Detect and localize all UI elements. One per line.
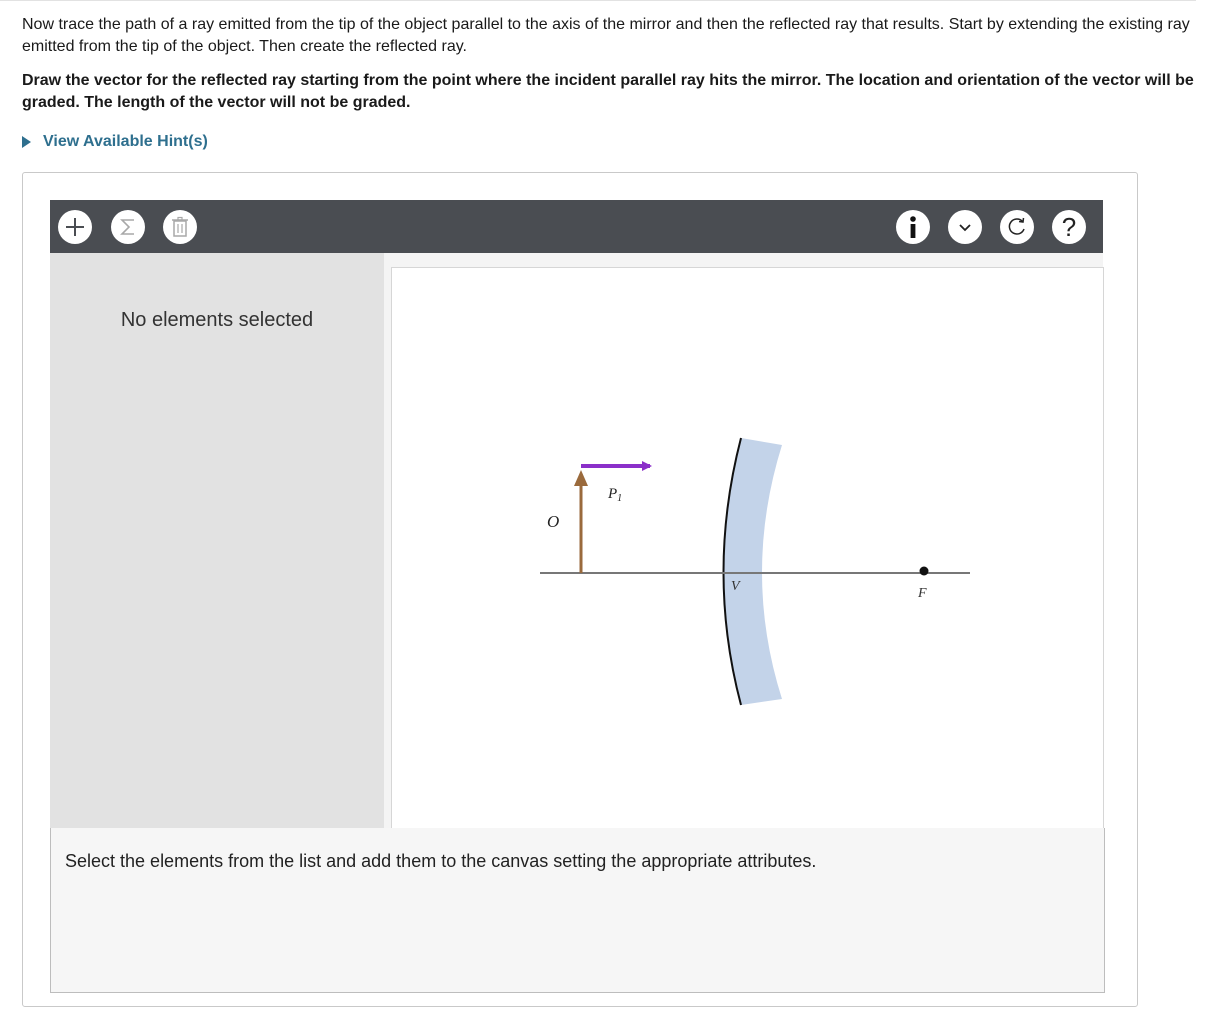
help-icon: ? — [1061, 211, 1077, 242]
delete-button[interactable] — [163, 210, 197, 244]
view-hints-link[interactable] — [22, 133, 208, 151]
sigma-button[interactable] — [111, 210, 145, 244]
instruction-bold-text: Draw the vector for the reflected ray starting from the point where the incident parallel ray hits the mirror. The location and orientation of the vector will be graded. The length of the vector will not be graded. — [22, 72, 1194, 111]
ray-label-main: P — [608, 486, 618, 502]
object-label: O — [547, 512, 560, 531]
help-button[interactable] — [1052, 210, 1086, 244]
view-hints-label: View Available Hint(s) — [43, 133, 208, 150]
instruction-text: Now trace the path of a ray emitted from the tip of the object parallel to the axis of the mirror and then the reflected ray that results. Start by extending the existing ray emitted from the tip of the object. Then create the reflected ray. — [22, 16, 1190, 55]
info-button[interactable] — [896, 210, 930, 244]
expand-button[interactable] — [948, 210, 982, 244]
instructions-footer — [50, 828, 1105, 993]
toolbar — [50, 200, 1103, 253]
top-divider — [0, 0, 1196, 1]
chevron-down-icon — [956, 218, 974, 236]
object-arrowhead — [574, 470, 588, 486]
trash-icon — [169, 216, 191, 238]
drawing-canvas[interactable] — [391, 267, 1104, 829]
no-selection-message: No elements selected — [120, 309, 314, 331]
focal-point — [920, 567, 929, 576]
add-element-button[interactable] — [58, 210, 92, 244]
reset-icon — [1005, 215, 1029, 239]
info-icon — [902, 214, 924, 240]
ray-label-subscript: 1 — [617, 493, 623, 504]
reset-button[interactable] — [1000, 210, 1034, 244]
focal-label: F — [918, 586, 927, 601]
vertex-label: V — [731, 579, 740, 594]
footer-message: Select the elements from the list and add them to the canvas setting the appropriate attributes. — [65, 851, 817, 871]
sigma-icon — [117, 216, 139, 238]
ray-label — [607, 486, 622, 504]
properties-sidebar — [50, 253, 384, 828]
ray-diagram — [392, 268, 1103, 828]
plus-icon — [64, 216, 86, 238]
caret-right-icon — [22, 136, 31, 148]
